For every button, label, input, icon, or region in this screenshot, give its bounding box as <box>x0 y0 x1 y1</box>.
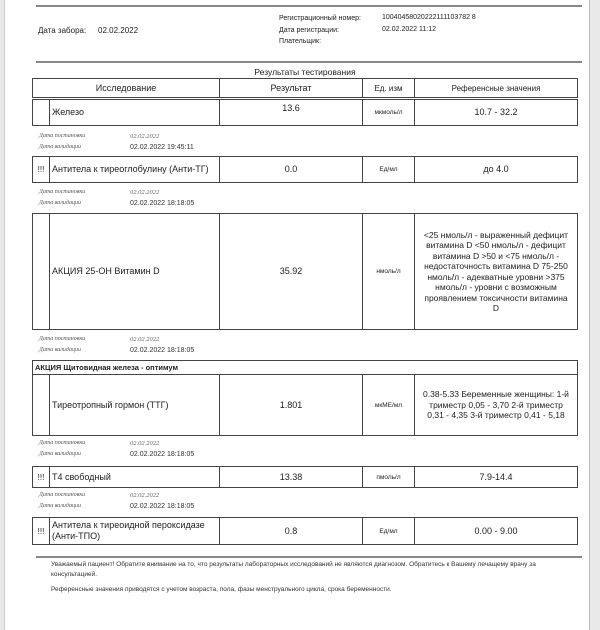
test-unit: Ед/мл <box>362 517 415 545</box>
reference-range: <25 нмоль/л - выраженный дефицит витамина D <50 нмоль/л - дефицит витамина D >50 и <75 нмоль/л - недостаточность витамина D 75-250 нмоль/л - адекватные уровни >375 нмоль/л - уровни с возможным проявлением токсичности витамина D <box>414 213 578 330</box>
flag-cell <box>32 213 50 330</box>
posted-date: 02.02.2022 <box>130 440 160 447</box>
test-name: Антитела к тиреоидной пероксидазе (Анти-ТПО) <box>49 517 220 545</box>
posted-date-label: Дата постановки <box>39 440 86 446</box>
validated-date-label: Дата валидации <box>39 200 81 206</box>
test-name: Т4 свободный <box>49 466 220 488</box>
test-unit: мкмоль/л <box>362 99 415 126</box>
test-unit: Ед/мл <box>362 156 415 183</box>
test-result: 0.0 <box>219 156 363 183</box>
test-name: АКЦИЯ 25-ОН Витамин D <box>49 213 220 330</box>
test-name: Антитела к тиреоглобулину (Анти-ТГ) <box>49 156 220 183</box>
reference-range: 10.7 - 32.2 <box>414 99 578 126</box>
posted-date: 02.02.2022 <box>130 189 160 196</box>
reg-number-label: Регистрационный номер: <box>279 15 361 22</box>
payer-label: Плательщик: <box>279 38 322 45</box>
col-header-reference: Референсные значения <box>414 78 578 98</box>
reference-range: до 4.0 <box>414 156 578 183</box>
divider <box>36 556 582 558</box>
posted-date-label: Дата постановки <box>39 133 86 139</box>
test-name: Железо <box>49 99 220 126</box>
test-result: 35.92 <box>219 213 363 330</box>
divider <box>36 5 582 7</box>
validated-date: 02.02.2022 19:45:11 <box>130 144 194 151</box>
validated-date: 02.02.2022 18:18:05 <box>130 347 195 354</box>
test-name: Тиреотропный гормон (ТТГ) <box>49 374 220 436</box>
flag-cell: !!! <box>32 517 50 545</box>
validated-date: 02.02.2022 18:18:05 <box>130 451 195 458</box>
posted-date-label: Дата постановки <box>39 492 86 498</box>
collection-date-label: Дата забора: <box>38 26 87 35</box>
divider <box>36 61 582 63</box>
test-unit: нмоль/л <box>362 213 415 330</box>
posted-date-label: Дата постановки <box>39 336 86 342</box>
reference-range: 0.00 - 9.00 <box>414 517 578 545</box>
posted-date-label: Дата постановки <box>39 189 86 195</box>
validated-date-label: Дата валидации <box>39 347 81 353</box>
test-result: 1.801 <box>219 374 363 436</box>
reg-date-label: Дата регистрации: <box>279 27 339 34</box>
test-result: 13.6 <box>219 99 363 126</box>
test-unit: пмоль/л <box>362 466 415 488</box>
section-header: АКЦИЯ Щитовидная железа - оптимум <box>32 360 578 375</box>
validated-date: 02.02.2022 18:18:05 <box>130 503 195 510</box>
flag-cell <box>32 99 50 126</box>
flag-cell: !!! <box>32 156 50 183</box>
footer-reference-note: Референсные значения приводятся с учетом возраста, пола, фазы менструального цикла, срока беременности. <box>51 586 392 593</box>
flag-cell <box>32 374 50 436</box>
reference-range: 7.9-14.4 <box>414 466 578 488</box>
col-header-test: Исследование <box>32 78 220 98</box>
posted-date: 02.02.2022 <box>130 492 160 499</box>
footer-notice: Уважаемый пациент! Обратите внимание на то, что результаты лабораторных исследований не являются диагнозом. Обратитесь к Вашему лечащему врачу за консультацией. <box>51 561 536 578</box>
validated-date-label: Дата валидации <box>39 451 81 457</box>
posted-date: 02.02.2022 <box>130 336 160 343</box>
test-result: 0.8 <box>219 517 363 545</box>
document-page <box>4 0 590 630</box>
posted-date: 02.02.2022 <box>130 133 160 140</box>
validated-date-label: Дата валидации <box>39 144 81 150</box>
results-title: Результаты тестирования <box>254 67 356 77</box>
flag-cell: !!! <box>32 466 50 488</box>
validated-date: 02.02.2022 18:18:05 <box>130 200 195 207</box>
reference-range: 0.38-5.33 Беременные женщины: 1-й триместр 0,05 - 3,70 2-й триместр 0,31 - 4,35 3-й триместр 0,41 - 5,18 <box>414 374 578 436</box>
reg-date: 02.02.2022 11:12 <box>382 26 436 33</box>
col-header-result: Результат <box>219 78 363 98</box>
col-header-unit: Ед. изм <box>362 78 415 98</box>
collection-date: 02.02.2022 <box>98 26 139 35</box>
test-unit: мкМЕ/мл <box>362 374 415 436</box>
test-result: 13.38 <box>219 466 363 488</box>
reg-number: 10040458020222111103782 8 <box>382 14 476 21</box>
validated-date-label: Дата валидации <box>39 503 81 509</box>
